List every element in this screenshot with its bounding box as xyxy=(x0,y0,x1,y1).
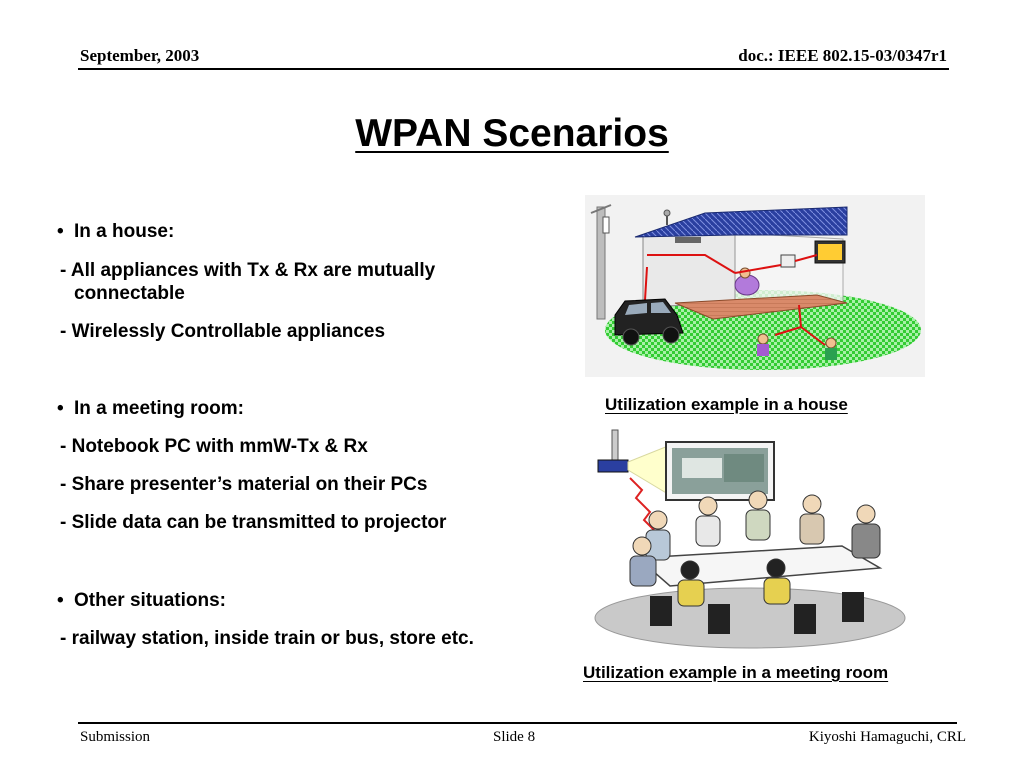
slide-title: WPAN Scenarios xyxy=(355,112,669,155)
bullet-dot: • xyxy=(57,221,64,242)
sub-item: - All appliances with Tx & Rx are mutually connectable xyxy=(60,260,436,304)
footer-slide-number: Slide 8 xyxy=(493,729,536,745)
caption-meeting-room: Utilization example in a meeting room xyxy=(583,663,889,682)
bullet-label: In a meeting room: xyxy=(74,398,244,419)
sub-item: - Slide data can be transmitted to projector xyxy=(60,512,447,533)
header-date: September, 2003 xyxy=(80,46,200,65)
meeting-room-illustration xyxy=(590,428,915,653)
bullet-dot: • xyxy=(57,590,64,611)
house-wall xyxy=(643,233,735,307)
computer xyxy=(781,255,795,267)
bullet-other-situations xyxy=(57,589,226,612)
header-divider xyxy=(78,68,949,70)
projector xyxy=(598,430,628,472)
caption-house: Utilization example in a house xyxy=(605,395,848,414)
footer-author: Kiyoshi Hamaguchi, CRL xyxy=(808,729,966,745)
footer-submission: Submission xyxy=(80,729,151,745)
bullet-house xyxy=(57,220,174,243)
bullet-dot: • xyxy=(57,398,64,419)
bullet-meeting-room xyxy=(57,397,244,420)
bullet-label: In a house: xyxy=(74,221,175,242)
sub-item: - Wirelessly Controllable appliances xyxy=(60,321,386,342)
house-illustration xyxy=(585,195,925,377)
meeting-table xyxy=(638,546,880,586)
sub-item: - railway station, inside train or bus, store etc. xyxy=(60,628,474,649)
sub-item: - Share presenter’s material on their PCs xyxy=(60,474,428,495)
bullet-label: Other situations: xyxy=(74,590,227,611)
header-doc-id: doc.: IEEE 802.15-03/0347r1 xyxy=(738,46,947,65)
projection-beam xyxy=(628,446,668,494)
footer-divider xyxy=(78,722,957,724)
sub-item: - Notebook PC with mmW-Tx & Rx xyxy=(60,436,368,457)
